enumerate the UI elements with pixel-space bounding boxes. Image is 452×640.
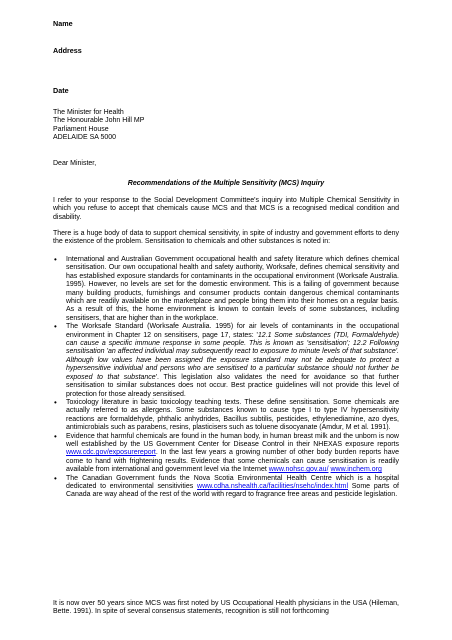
address-label: Address <box>53 46 82 55</box>
inchem-link[interactable]: www.inchem.org <box>330 466 382 474</box>
nohsc-link[interactable]: www.nohsc.gov.au/ <box>268 466 329 474</box>
recipient-line: Parliament House <box>53 125 109 133</box>
cdc-link[interactable]: www.cdc.gov/exposurereport <box>66 449 156 457</box>
nsehc-link[interactable]: www.cdha.nshealth.ca/facilities/nsehc/index.html <box>197 482 348 490</box>
recipient-address <box>53 109 144 143</box>
bullet-text: Toxicology literature in basic toxicology teaching texts. These define sensitisation. Some chemicals are actually referred to as allergens. Some substances known to cause type I to type IV hypersensitivity reactions are formaldehyde, phthalic anhydrides, Bacillus subtilis, pesticides, ethylenediamine, azo dyes, antimicrobials such as parabens, resins, plasticisers such as toluene disocyanate (Amdur, M et al. 1991). <box>66 398 399 432</box>
list-item <box>53 433 399 475</box>
bullet-text: International and Australian Government occupational health and safety literature which defines chemical sensitisation. Our own occupational health and safety authority, Worksafe, defines chemical sensitivity and has established exposure standards for contaminants in the occupational environment (Worksafe Australia. 1995). However, no levels are set for the domestic environment. This is a failing of government because many building products, furnishings and consumer products contain dangerous chemical contaminants which are readily available on the marketplace and people bring them into their homes on a regular basis. As a result of this, the home environment is known to contain levels of some substances, including sensitisers, that are higher than in the workplace. <box>66 256 399 322</box>
date-label: Date <box>53 86 69 95</box>
list-item <box>53 475 399 500</box>
bullet-text: The Canadian Government funds the Nova Scotia Environmental Health Centre which is a hospital dedicated to environmental sensitivities <box>66 474 399 490</box>
salutation: Dear Minister, <box>53 160 97 167</box>
recipient-line: The Minister for Health <box>53 109 124 116</box>
quoted-standard: 12.1 Some substances (TDI, Formaldehyde) can cause a specific immune response in some people. This is known as 'sensitisation'; 12.2 Following sensitisation 'an affected individual may subsequently react to exposure to minute levels of that substance'. Although low values have been assigned the exposure standard may not be adequate to protect a hypersensitive individual and persons who are sensitised to a particular substance should not further be exposed to that substance <box>66 331 400 381</box>
bullet-text: . In the last few years a growing number of other body burden reports have come to hand with frightening results. Evidence that some chemicals can cause sensitisation is readily available from international and government level via the Internet <box>66 449 399 474</box>
recipient-line: The Honourable John Hill MP <box>53 117 145 125</box>
list-item <box>53 323 399 399</box>
name-label: Name <box>53 19 73 28</box>
bullet-text: Some parts of Canada are way ahead of the rest of the world with regard to fragrance free areas and pesticide legislation. <box>66 482 399 499</box>
bullet-text: Evidence that harmful chemicals are found in the human body, in human breast milk and the unborn is now well established by the US Government Center for Disease Control in their NHEXAS exposure reports <box>66 432 399 448</box>
evidence-list <box>53 256 399 500</box>
bullet-text: The Worksafe Standard (Worksafe Australia. 1995) for air levels of contaminants in the occupational environment in Chapter 12 on sensitisers, page 17, states: ' <box>66 323 399 339</box>
paragraph-history: It is now over 50 years since MCS was first noted by US Occupational Health physicians in the USA (Hileman, Bette. 1991). In spite of several consensus statements, recognition is still not forthcoming <box>53 600 399 616</box>
list-item <box>53 256 399 323</box>
subject-heading: Recommendations of the Multiple Sensitivity (MCS) Inquiry <box>127 180 325 187</box>
list-item <box>53 399 399 433</box>
paragraph-intro: I refer to your response to the Social Development Committee's inquiry into Multiple Chemical Sensitivity in which you refuse to accept that chemicals cause MCS and that MCS is a recognised medical condition and disability. <box>53 197 399 221</box>
recipient-line: ADELAIDE SA 5000 <box>53 134 117 142</box>
paragraph-evidence: There is a huge body of data to support chemical sensitivity, in spite of industry and government efforts to deny the existence of the problem. Sensitisation to chemicals and other substances is noted in: <box>53 230 399 246</box>
bullet-text: '. This legislation also validates the need for avoidance so that further sensitisation to similar substances does not occur. Best practice guidelines will not provide this level of protection for those already sensitised. <box>66 373 399 398</box>
